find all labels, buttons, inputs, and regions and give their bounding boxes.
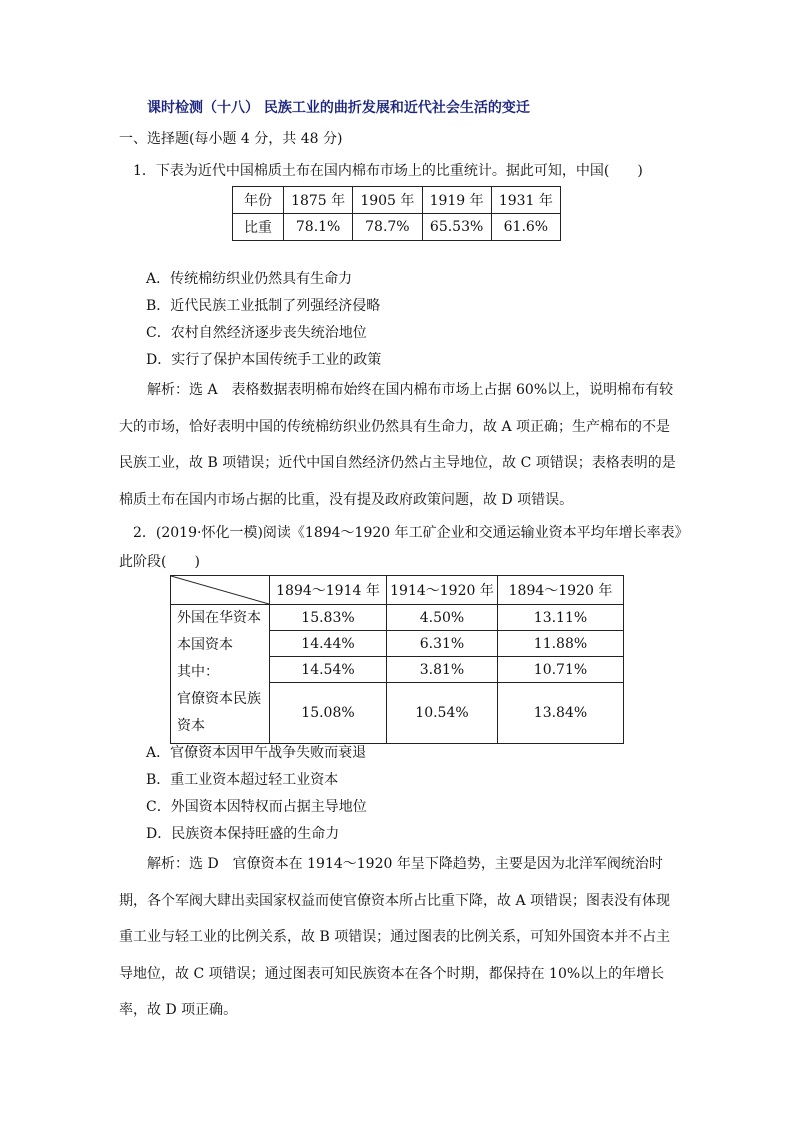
table-cell: 年份 — [233, 187, 284, 214]
table-cell: 1894～1920 年 — [498, 576, 624, 605]
question-1-table — [232, 186, 561, 241]
table-cell: 10.54% — [387, 683, 498, 744]
table-header-row — [171, 576, 624, 605]
row-label: 其中： — [177, 664, 219, 680]
table-cell: 4.50% — [387, 605, 498, 631]
row-label: 官僚资本民族 — [177, 691, 261, 707]
question-2-stem-line-1: 2．(2019·怀化一模)阅读《1894～1920 年工矿企业和交通运输业资本平均年增长率表》 — [133, 525, 689, 541]
table-cell: 78.7% — [353, 214, 422, 241]
question-2-option-d: D．民族资本保持旺盛的生命力 — [146, 826, 340, 842]
table-cell: 15.83% — [270, 605, 387, 631]
table-cell: 1894～1914 年 — [270, 576, 387, 605]
table-cell: 78.1% — [284, 214, 353, 241]
table-cell: 13.11% — [498, 605, 624, 631]
question-1-analysis: 解析：选 A 表格数据表明棉布始终在国内棉布市场上占据 60%以上，说明棉布有较大的市场，恰好表明中国的传统棉纺织业仍然具有生命力，故 A 项正确；生产棉布的不是民族工业，故 B 项错误；近代中国自然经济仍然占主导地位，故 C 项错误；表格表明的是棉质土布在国内市场占据的比重，没有提及政府政策问题，故 D 项错误。 — [119, 382, 676, 508]
page-title: 课时检测（十八） 民族工业的曲折发展和近代社会生活的变迁 — [147, 100, 530, 116]
table-cell: 11.88% — [498, 631, 624, 657]
table-cell: 1931 年 — [491, 187, 560, 214]
table-cell: 61.6% — [491, 214, 560, 241]
table-header-row — [233, 187, 561, 214]
table-row — [171, 605, 624, 631]
table-row — [233, 214, 561, 241]
question-2-option-a: A．官僚资本因甲午战争失败而衰退 — [146, 745, 367, 761]
question-2-analysis: 解析：选 D 官僚资本在 1914～1920 年呈下降趋势，主要是因为北洋军阀统治时期，各个军阀大肆出卖国家权益而使官僚资本所占比重下降，故 A 项错误；图表没有体现重工业与轻工业的比例关系，故 B 项错误；通过图表的比例关系，可知外国资本并不占主导地位，故 C 项错误；通过图表可知民族资本在各个时期，都保持在 10%以上的年增长率，故 D 项正确。 — [119, 856, 671, 1018]
section-heading: 一、选择题(每小题 4 分，共 48 分) — [119, 131, 343, 147]
table-cell: 1905 年 — [353, 187, 422, 214]
question-2-table — [170, 575, 624, 744]
table-cell: 13.84% — [498, 683, 624, 744]
diagonal-header-cell — [171, 576, 270, 605]
table-cell: 比重 — [233, 214, 284, 241]
question-1-option-b: B．近代民族工业抵制了列强经济侵略 — [146, 298, 381, 314]
row-label: 本国资本 — [177, 637, 233, 653]
row-labels-cell — [171, 605, 270, 744]
table-cell: 65.53% — [422, 214, 491, 241]
table-cell: 1914～1920 年 — [387, 576, 498, 605]
table-cell: 14.44% — [270, 631, 387, 657]
table-cell: 6.31% — [387, 631, 498, 657]
table-cell: 1919 年 — [422, 187, 491, 214]
question-2-option-c: C．外国资本因特权而占据主导地位 — [146, 799, 367, 815]
question-1-option-c: C．农村自然经济逐步丧失统治地位 — [146, 325, 367, 341]
question-1-option-a: A．传统棉纺织业仍然具有生命力 — [146, 271, 353, 287]
question-1-stem: 1．下表为近代中国棉质土布在国内棉布市场上的比重统计。据此可知，中国( ) — [133, 163, 643, 179]
question-2-option-b: B．重工业资本超过轻工业资本 — [146, 772, 339, 788]
row-label: 资本 — [177, 718, 205, 734]
question-1-option-d: D．实行了保护本国传统手工业的政策 — [146, 352, 382, 368]
table-cell: 10.71% — [498, 657, 624, 683]
table-cell: 14.54% — [270, 657, 387, 683]
table-cell: 1875 年 — [284, 187, 353, 214]
diagonal-line — [171, 576, 269, 604]
table-cell: 15.08% — [270, 683, 387, 744]
question-2-stem-line-2: 此阶段( ) — [119, 554, 200, 570]
row-label: 外国在华资本 — [177, 610, 261, 626]
table-cell: 3.81% — [387, 657, 498, 683]
